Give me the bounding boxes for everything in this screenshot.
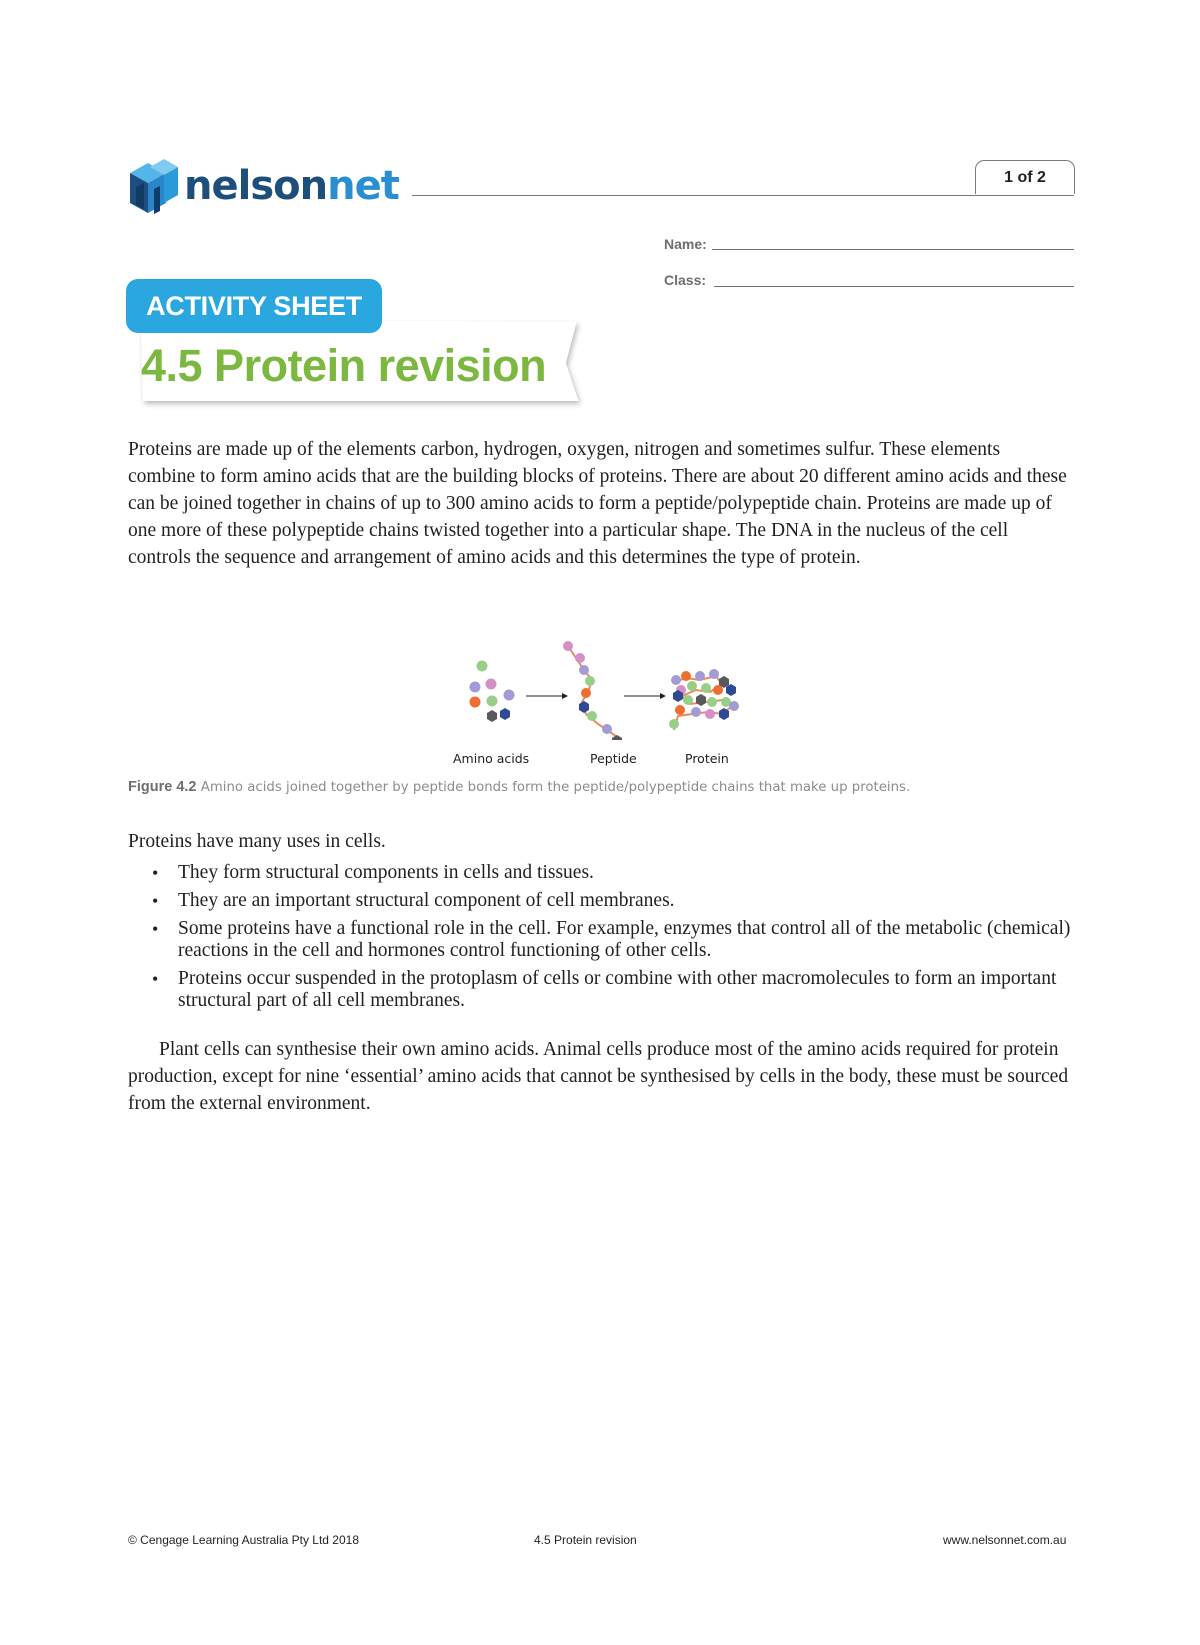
figure-label-protein: Protein [685, 751, 729, 766]
uses-list [152, 862, 1098, 1018]
figure-caption-lead: Figure 4.2 [128, 779, 197, 795]
page-indicator: 1 of 2 [975, 160, 1075, 194]
nelsonnet-logo [126, 155, 416, 225]
amino-acids-group [470, 661, 515, 723]
name-field[interactable] [712, 249, 1074, 250]
footer-url[interactable]: www.nelsonnet.com.au [943, 1533, 1067, 1547]
list-item: • Some proteins have a functional role in the cell. For example, enzymes that control all of the metabolic (chemical) reactions in the cell and hormones control functioning of other cells. [178, 918, 1098, 962]
logo-wordmark: nelsonnet [184, 163, 399, 209]
class-label: Class: [664, 272, 707, 288]
header-rule [412, 195, 1074, 196]
figure-label-amino-acids: Amino acids [453, 751, 530, 766]
uses-intro: Proteins have many uses in cells. [128, 831, 386, 852]
list-item: • Proteins occur suspended in the protoplasm of cells or combine with other macromolecules to form an important structural part of all cell membranes. [178, 968, 1098, 1012]
figure-label-peptide: Peptide [590, 751, 637, 766]
footer-title: 4.5 Protein revision [534, 1533, 637, 1547]
arrow-2 [624, 693, 666, 699]
arrow-1 [526, 693, 568, 699]
list-item: • They form structural components in cells and tissues. [178, 862, 1098, 884]
activity-sheet-badge: ACTIVITY SHEET [126, 279, 382, 333]
name-label: Name: [664, 236, 707, 252]
cube-logo-icon [126, 155, 186, 225]
page-title: 4.5 Protein revision [141, 340, 547, 391]
figure-caption [128, 779, 910, 795]
protein-cluster [669, 669, 739, 730]
amino-acid-figure [460, 640, 750, 740]
footer-copyright: © Cengage Learning Australia Pty Ltd 2018 [128, 1533, 359, 1547]
intro-paragraph: Proteins are made up of the elements carbon, hydrogen, oxygen, nitrogen and sometimes sulfur. These elements combine to form amino acids that are the building blocks of proteins. There are about 20 different amino acids and these can be joined together in chains of up to 300 amino acids to form a peptide/polypeptide chain. Proteins are made up of one more of these polypeptide chains twisted together into a particular shape. The DNA in the nucleus of the cell controls the sequence and arrangement of amino acids and this determines the type of protein. [128, 439, 1067, 568]
class-field[interactable] [714, 286, 1074, 287]
figure-caption-text: Amino acids joined together by peptide bonds form the peptide/polypeptide chains that make up proteins. [196, 780, 911, 795]
closing-paragraph: Plant cells can synthesise their own amino acids. Animal cells produce most of the amino acids required for protein production, except for nine ‘essential’ amino acids that cannot be synthesised by cells in the body, these must be sourced from the external environment. [128, 1039, 1069, 1114]
list-item: • They are an important structural component of cell membranes. [178, 890, 1098, 912]
peptide-chain [563, 641, 622, 740]
